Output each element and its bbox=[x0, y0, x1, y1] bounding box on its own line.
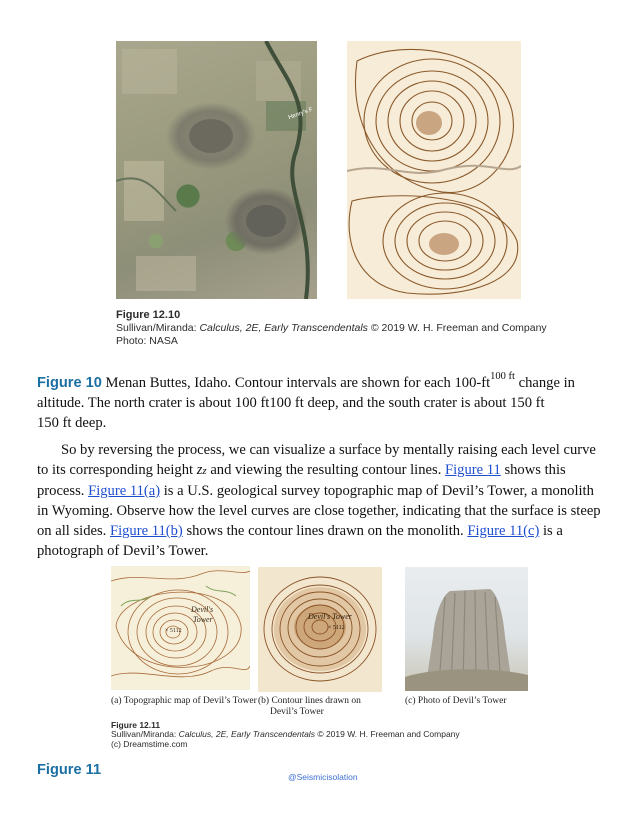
contour-lines-menan bbox=[347, 41, 521, 299]
caption-b-line-2: Devil’s Tower bbox=[270, 707, 324, 717]
credit-11-suffix: © 2019 W. H. Freeman and Company bbox=[314, 729, 460, 739]
caption-text-4: deep. bbox=[71, 414, 107, 431]
var-z: z bbox=[196, 462, 203, 478]
figure-12-11-photo-credit: (c) Dreamstime.com bbox=[111, 739, 188, 749]
map-b-elevation: × 5112 bbox=[328, 625, 345, 631]
topographic-map-menan-buttes bbox=[347, 41, 521, 299]
link-figure-11a[interactable]: Figure 11(a) bbox=[88, 483, 161, 499]
map-b-label: Devil's Tower bbox=[308, 612, 352, 621]
river-overlay bbox=[116, 41, 317, 299]
figure-12-10-title: Figure 12.10 bbox=[116, 309, 181, 321]
credit-book: Calculus, 2E, Early Transcendentals bbox=[199, 322, 368, 334]
caption-text-2: change in altitude. The north crater is about bbox=[37, 374, 575, 411]
devils-tower-contours-b bbox=[258, 567, 382, 692]
caption-b-line-1: (b) Contour lines drawn on bbox=[258, 696, 361, 706]
satellite-place-label: Henry's F bbox=[287, 106, 314, 122]
credit-suffix: © 2019 W. H. Freeman and Company bbox=[367, 322, 547, 334]
para-text-4: is a U.S. geological survey topographic map of Devil’s Tower, a monolith in Wyoming. Observe how the level curves are close together, indicating that the surface is steep on all sides. bbox=[37, 483, 601, 539]
para-text-5: shows the contour lines drawn on the monolith. bbox=[182, 523, 468, 539]
para-text-6: is a photograph of Devil’s Tower. bbox=[37, 523, 563, 559]
para-text-3: shows this process. bbox=[37, 462, 566, 499]
mathspeak-1: 100 ft bbox=[490, 371, 515, 382]
watermark: @Seismicisolation bbox=[288, 772, 358, 782]
var-z-mathspeak: z bbox=[202, 465, 207, 477]
body-paragraph bbox=[37, 440, 605, 561]
para-text-1: So by reversing the process, we can visualize a surface by mentally raising each level curve to its corresponding height bbox=[37, 442, 596, 478]
map-a-elevation: × 5112 bbox=[165, 628, 182, 634]
credit-11-prefix: Sullivan/Miranda: bbox=[111, 729, 179, 739]
figure-11a-topo-map bbox=[111, 566, 250, 690]
map-a-label-2: Tower bbox=[193, 615, 213, 624]
link-figure-11c[interactable]: Figure 11(c) bbox=[467, 523, 540, 539]
figure-11c-photo bbox=[405, 567, 528, 691]
caption-text-1: Menan Buttes, Idaho. Contour intervals are shown for each 100-ft bbox=[101, 374, 491, 391]
mathspeak-2: 100 ft bbox=[269, 394, 304, 411]
devils-tower-photo-art bbox=[405, 567, 528, 691]
caption-a: (a) Topographic map of Devil’s Tower bbox=[111, 696, 257, 706]
caption-c: (c) Photo of Devil’s Tower bbox=[405, 696, 507, 706]
figure-10-caption bbox=[37, 369, 605, 433]
satellite-photo-menan-buttes bbox=[116, 41, 317, 299]
link-figure-11[interactable]: Figure 11 bbox=[445, 462, 501, 478]
caption-text-3: deep, and the south crater is about bbox=[303, 394, 511, 411]
south-crater-depth: 150 ft bbox=[510, 394, 545, 411]
figure-12-10-credit bbox=[116, 322, 547, 335]
credit-prefix: Sullivan/Miranda: bbox=[116, 322, 200, 334]
figure-12-10-photo-credit: Photo: NASA bbox=[116, 335, 178, 347]
figure-12-11-credit bbox=[111, 729, 460, 739]
credit-11-book: Calculus, 2E, Early Transcendentals bbox=[178, 729, 315, 739]
figure-10-label: Figure 10 bbox=[37, 374, 102, 391]
figure-11-label: Figure 11 bbox=[37, 762, 102, 778]
figure-12-11-title: Figure 12.11 bbox=[111, 720, 161, 730]
map-a-label-1: Devil's bbox=[191, 605, 214, 614]
link-figure-11b[interactable]: Figure 11(b) bbox=[109, 523, 183, 539]
para-text-2: and viewing the resulting contour lines. bbox=[206, 462, 445, 478]
figure-11b-contour-drawing bbox=[258, 567, 382, 692]
mathspeak-3: 150 ft bbox=[37, 414, 72, 431]
north-crater-depth: 100 ft bbox=[234, 394, 270, 411]
